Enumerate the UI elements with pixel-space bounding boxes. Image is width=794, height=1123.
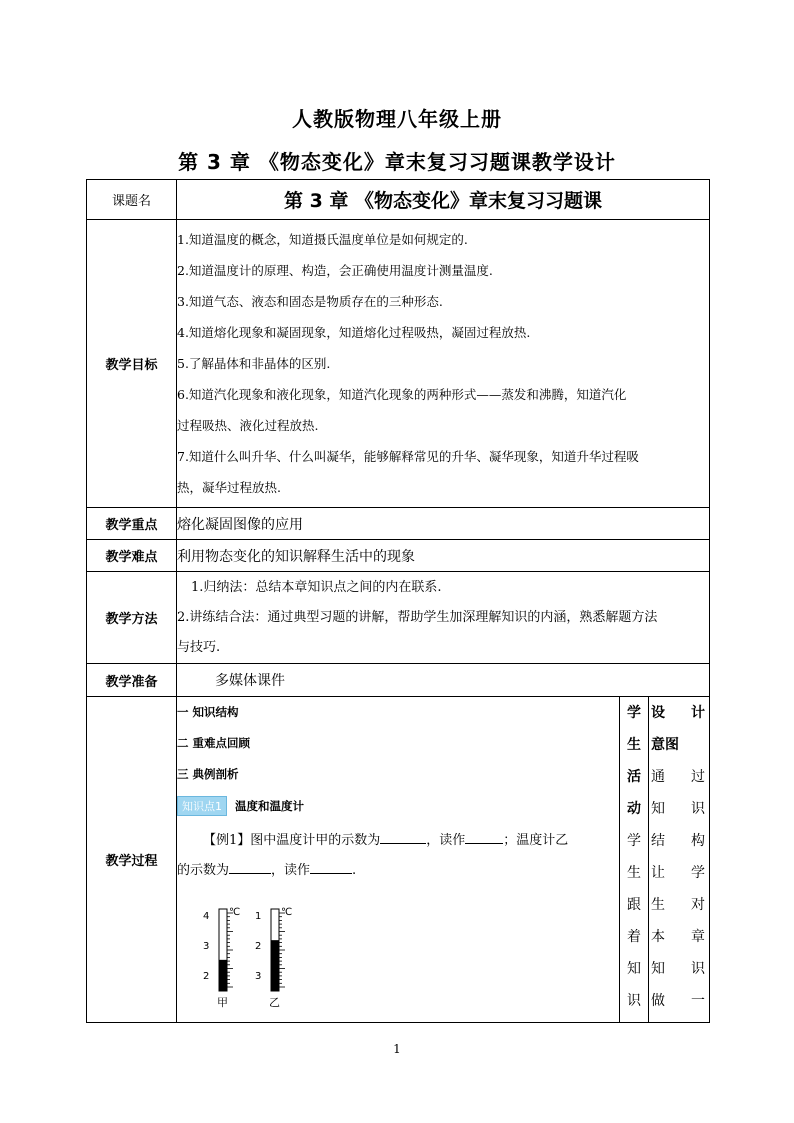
- column-char: 生: [627, 865, 641, 881]
- tick-label-a: 4: [203, 911, 210, 922]
- goal-line: 过程吸热、液化过程放热.: [177, 418, 319, 433]
- methods-label: 教学方法: [87, 572, 177, 664]
- column-char: 动: [627, 801, 641, 817]
- goals-label: 教学目标: [87, 220, 177, 508]
- methods-cell: [177, 572, 710, 664]
- goal-line: 7.知道什么叫升华、什么叫凝华，能够解释常见的升华、凝华现象，知道升华过程吸: [177, 449, 639, 464]
- column-char: 知: [627, 961, 641, 977]
- unit-label-a: ℃: [229, 907, 241, 918]
- design-intent-column: [649, 697, 710, 1023]
- design-line: 通 过: [651, 769, 705, 785]
- design-line: 结 构: [651, 833, 705, 849]
- document-title: 人教版物理八年级上册: [292, 107, 502, 131]
- goal-line: 5.了解晶体和非晶体的区别.: [177, 356, 331, 371]
- process-label: 教学过程: [87, 697, 177, 1023]
- tick-label-b: 1: [255, 911, 262, 922]
- knowledge-point-header: [177, 794, 619, 818]
- lesson-name-value: 第 3 章 《物态变化》章末复习习题课: [177, 180, 710, 220]
- column-char: 学: [627, 705, 641, 721]
- tick-label-a: 3: [203, 941, 210, 952]
- column-char: 跟: [627, 897, 641, 913]
- process-content: [177, 697, 620, 1023]
- column-char: 识: [627, 993, 641, 1009]
- column-char: 活: [627, 769, 641, 785]
- example-text: ；温度计乙: [503, 833, 569, 848]
- method-line: 1.归纳法：总结本章知识点之间的内在联系.: [191, 579, 442, 595]
- student-activity-column: [620, 697, 649, 1023]
- thermometer-a-liquid: [219, 960, 227, 991]
- answer-blank: [380, 829, 426, 844]
- knowledge-point-badge: 知识点1: [177, 796, 227, 816]
- thermometer-b-label: 乙: [269, 996, 280, 1008]
- method-line: 2.讲练结合法：通过典型习题的讲解，帮助学生加深理解知识的内涵，熟悉解题方法: [177, 609, 658, 625]
- answer-blank: [229, 859, 271, 874]
- section-heading: 二 重难点回顾: [177, 736, 251, 750]
- tick-label-a: 2: [203, 971, 210, 982]
- goal-line: 6.知道汽化现象和液化现象，知道汽化现象的两种形式——蒸发和沸腾，知道汽化: [177, 387, 627, 402]
- thermometer-a-label: 甲: [217, 996, 228, 1008]
- example-text: ，读作: [271, 863, 311, 878]
- goal-line: 热，凝华过程放热.: [177, 480, 281, 495]
- goals-cell: [177, 220, 710, 508]
- lesson-plan-table: [86, 179, 710, 1023]
- design-line: 知 识: [651, 801, 705, 817]
- row-prep: [87, 664, 710, 697]
- row-goals: [87, 220, 710, 508]
- tick-label-b: 3: [255, 971, 262, 982]
- goal-line: 1.知道温度的概念，知道摄氏温度单位是如何规定的.: [177, 232, 468, 247]
- column-char: 着: [627, 929, 641, 945]
- goal-line: 4.知道熔化现象和凝固现象，知道熔化过程吸热，凝固过程放热.: [177, 325, 531, 340]
- example-text: 的示数为: [177, 863, 230, 878]
- design-line: 设 计: [651, 705, 705, 721]
- example-text: ，读作: [426, 833, 466, 848]
- design-line: 意图: [651, 737, 679, 753]
- example-text: .: [352, 863, 357, 878]
- key-value: 熔化凝固图像的应用: [177, 508, 710, 540]
- answer-blank: [310, 859, 352, 874]
- thermometer-b-liquid: [271, 940, 279, 991]
- design-line: 生 对: [651, 897, 705, 913]
- example-text: 【例1】图中温度计甲的示数为: [203, 833, 381, 848]
- goal-line: 2.知道温度计的原理、构造，会正确使用温度计测量温度.: [177, 263, 493, 278]
- column-char: 学: [627, 833, 641, 849]
- section-heading: 三 典例剖析: [177, 767, 239, 781]
- design-line: 让 学: [651, 865, 705, 881]
- thermometer-b: [255, 907, 292, 1008]
- design-line: 本 章: [651, 929, 705, 945]
- method-line: 与技巧.: [177, 639, 221, 655]
- row-process: [87, 697, 710, 1023]
- design-line: 做 一: [651, 993, 705, 1009]
- thermometer-figure: [189, 903, 299, 1008]
- difficulty-label: 教学难点: [87, 540, 177, 572]
- thermometer-a: [203, 907, 240, 1008]
- example-question: [177, 826, 619, 886]
- lesson-name-label: 课题名: [87, 180, 177, 220]
- column-char: 生: [627, 737, 641, 753]
- row-difficulty: [87, 540, 710, 572]
- document-subtitle: 第 3 章 《物态变化》章末复习习题课教学设计: [178, 150, 616, 174]
- key-label: 教学重点: [87, 508, 177, 540]
- prep-label: 教学准备: [87, 664, 177, 697]
- knowledge-point-title: 温度和温度计: [235, 799, 304, 813]
- answer-blank: [465, 829, 503, 844]
- goal-line: 3.知道气态、液态和固态是物质存在的三种形态.: [177, 294, 443, 309]
- page-number: 1: [393, 1042, 401, 1056]
- tick-label-b: 2: [255, 941, 262, 952]
- difficulty-value: 利用物态变化的知识解释生活中的现象: [177, 540, 710, 572]
- unit-label-b: ℃: [281, 907, 293, 918]
- row-lesson-name: [87, 180, 710, 220]
- design-line: 知 识: [651, 961, 705, 977]
- section-heading: 一 知识结构: [177, 705, 239, 719]
- prep-value: 多媒体课件: [177, 664, 710, 697]
- row-key-point: [87, 508, 710, 540]
- row-methods: [87, 572, 710, 664]
